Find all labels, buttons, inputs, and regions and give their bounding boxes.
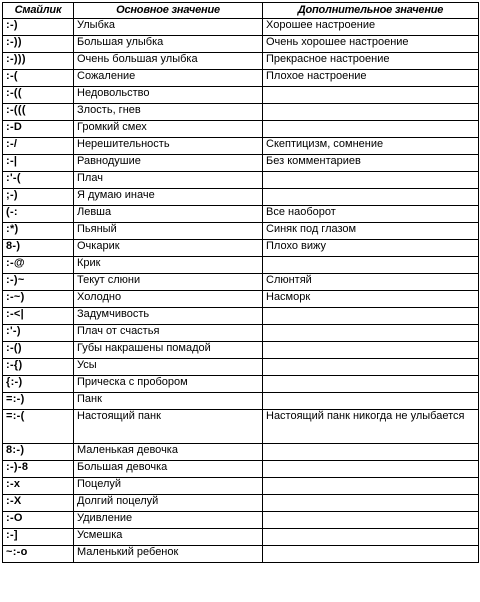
main-meaning-cell: Левша [74,206,263,223]
smiley-cell: {:-) [3,376,74,393]
table-row [3,36,479,53]
header-extra-meaning: Дополнительное значение [263,3,479,19]
table-row [3,342,479,359]
table-row [3,461,479,478]
smiley-cell: :-@ [3,257,74,274]
table-row [3,240,479,257]
main-meaning-cell: Поцелуй [74,478,263,495]
extra-meaning-cell [263,495,479,512]
main-meaning-cell: Удивление [74,512,263,529]
main-meaning-cell: Усы [74,359,263,376]
table-row [3,53,479,70]
table-header [3,3,479,19]
table-row [3,189,479,206]
smiley-cell: :-((( [3,104,74,121]
smiley-cell: 8-) [3,240,74,257]
main-meaning-cell: Усмешка [74,529,263,546]
table-row [3,138,479,155]
extra-meaning-cell: Насморк [263,291,479,308]
table-row [3,19,479,36]
smiley-cell: ;-) [3,189,74,206]
smiley-cell: =:-( [3,410,74,444]
smiley-cell: :-(( [3,87,74,104]
extra-meaning-cell [263,342,479,359]
smiley-cell: :-] [3,529,74,546]
main-meaning-cell: Настоящий панк [74,410,263,444]
extra-meaning-cell: Настоящий панк никогда не улыбается [263,410,479,444]
header-main-meaning: Основное значение [74,3,263,19]
smiley-cell: :-)-8 [3,461,74,478]
header-row [3,3,479,19]
main-meaning-cell: Улыбка [74,19,263,36]
smiley-cell: (-: [3,206,74,223]
main-meaning-cell: Равнодушие [74,155,263,172]
main-meaning-cell: Плач от счастья [74,325,263,342]
extra-meaning-cell [263,104,479,121]
table-row [3,223,479,240]
header-smiley: Смайлик [3,3,74,19]
smiley-cell: :-D [3,121,74,138]
main-meaning-cell: Прическа с пробором [74,376,263,393]
smiley-cell: :-X [3,495,74,512]
main-meaning-cell: Недовольство [74,87,263,104]
smiley-cell: :'-) [3,325,74,342]
smiley-cell: ~:-o [3,546,74,563]
smiley-cell: :-( [3,70,74,87]
smiley-cell: :-))) [3,53,74,70]
main-meaning-cell: Громкий смех [74,121,263,138]
table-row [3,359,479,376]
extra-meaning-cell: Очень хорошее настроение [263,36,479,53]
main-meaning-cell: Маленькая девочка [74,444,263,461]
extra-meaning-cell [263,308,479,325]
table-row [3,546,479,563]
table-row [3,410,479,444]
table-row [3,172,479,189]
extra-meaning-cell [263,376,479,393]
smiley-cell: 8:-) [3,444,74,461]
smiley-cell: :-() [3,342,74,359]
extra-meaning-cell [263,325,479,342]
table-row [3,291,479,308]
smiley-cell: :-<| [3,308,74,325]
main-meaning-cell: Долгий поцелуй [74,495,263,512]
extra-meaning-cell: Прекрасное настроение [263,53,479,70]
extra-meaning-cell [263,359,479,376]
extra-meaning-cell: Слюнтяй [263,274,479,291]
smiley-cell: =:-) [3,393,74,410]
table-row [3,70,479,87]
main-meaning-cell: Задумчивость [74,308,263,325]
main-meaning-cell: Холодно [74,291,263,308]
main-meaning-cell: Очкарик [74,240,263,257]
smiley-cell: :-x [3,478,74,495]
extra-meaning-cell [263,512,479,529]
table-row [3,308,479,325]
smiley-table-container [2,2,479,563]
table-row [3,512,479,529]
extra-meaning-cell [263,121,479,138]
extra-meaning-cell: Синяк под глазом [263,223,479,240]
main-meaning-cell: Большая улыбка [74,36,263,53]
table-row [3,87,479,104]
extra-meaning-cell [263,444,479,461]
extra-meaning-cell: Хорошее настроение [263,19,479,36]
main-meaning-cell: Сожаление [74,70,263,87]
table-row [3,206,479,223]
smiley-cell: :-~) [3,291,74,308]
smiley-cell: :-)) [3,36,74,53]
table-row [3,478,479,495]
table-row [3,274,479,291]
table-row [3,444,479,461]
extra-meaning-cell: Все наоборот [263,206,479,223]
table-row [3,393,479,410]
extra-meaning-cell [263,529,479,546]
extra-meaning-cell [263,189,479,206]
extra-meaning-cell [263,393,479,410]
table-row [3,529,479,546]
main-meaning-cell: Я думаю иначе [74,189,263,206]
table-row [3,104,479,121]
main-meaning-cell: Текут слюни [74,274,263,291]
main-meaning-cell: Очень большая улыбка [74,53,263,70]
table-row [3,376,479,393]
extra-meaning-cell [263,87,479,104]
main-meaning-cell: Злость, гнев [74,104,263,121]
extra-meaning-cell: Плохо вижу [263,240,479,257]
smiley-cell: :*) [3,223,74,240]
main-meaning-cell: Губы накрашены помадой [74,342,263,359]
main-meaning-cell: Маленький ребенок [74,546,263,563]
extra-meaning-cell [263,172,479,189]
smiley-cell: :-{) [3,359,74,376]
table-row [3,495,479,512]
main-meaning-cell: Пьяный [74,223,263,240]
smiley-cell: :-O [3,512,74,529]
table-row [3,121,479,138]
smiley-cell: :-) [3,19,74,36]
smiley-table [2,2,479,563]
smiley-cell: :-/ [3,138,74,155]
table-body [3,19,479,563]
extra-meaning-cell [263,478,479,495]
extra-meaning-cell: Без комментариев [263,155,479,172]
table-row [3,155,479,172]
smiley-cell: :-)~ [3,274,74,291]
extra-meaning-cell [263,461,479,478]
main-meaning-cell: Нерешительность [74,138,263,155]
main-meaning-cell: Большая девочка [74,461,263,478]
main-meaning-cell: Крик [74,257,263,274]
smiley-cell: :-| [3,155,74,172]
table-row [3,257,479,274]
extra-meaning-cell: Скептицизм, сомнение [263,138,479,155]
extra-meaning-cell: Плохое настроение [263,70,479,87]
main-meaning-cell: Плач [74,172,263,189]
table-row [3,325,479,342]
extra-meaning-cell [263,257,479,274]
extra-meaning-cell [263,546,479,563]
smiley-cell: :'-( [3,172,74,189]
main-meaning-cell: Панк [74,393,263,410]
